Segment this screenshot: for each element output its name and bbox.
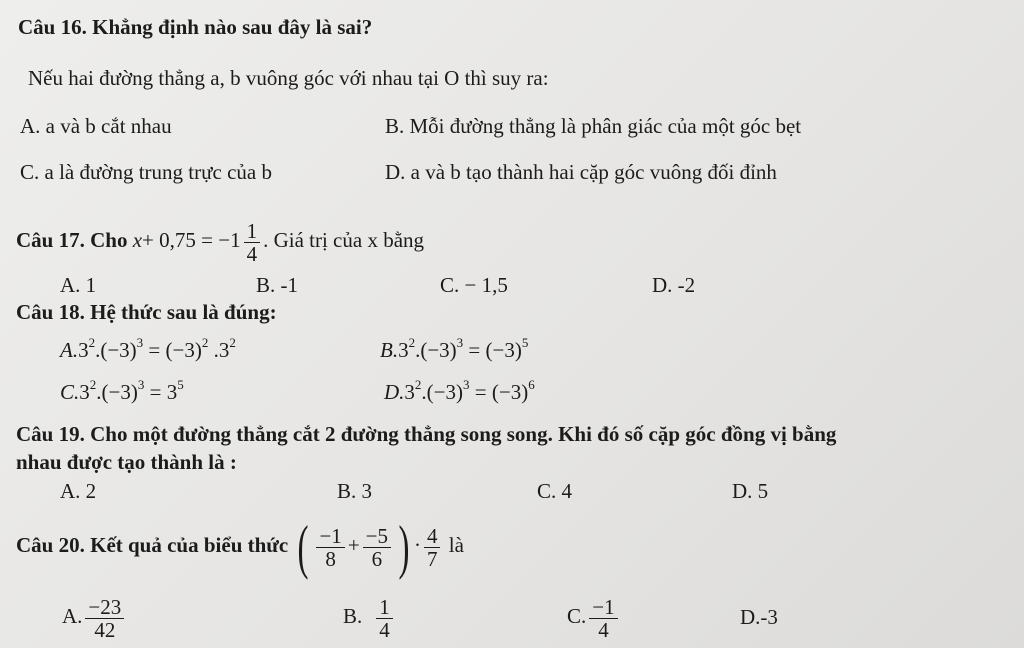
q20-option-b-num: 1: [376, 596, 393, 619]
q20-fraction-3-num: 4: [424, 525, 441, 548]
q19-question-line1: Cho một đường thẳng cắt 2 đường thẳng song song. Khi đó số cặp góc đồng vị bằng: [90, 422, 837, 446]
q19-option-b[interactable]: B. 3: [337, 479, 373, 503]
q18-option-a-eq: = (−3): [143, 338, 202, 362]
q20-option-a-letter: A.: [62, 604, 83, 628]
q16-question: Khẳng định nào sau đây là sai?: [92, 15, 373, 39]
q18-option-b-eq: = (−3): [463, 338, 522, 362]
q19-option-c[interactable]: C. 4: [537, 479, 573, 503]
q20-option-a-den: 42: [94, 617, 116, 642]
q18-option-d-eq: = (−3): [469, 380, 529, 404]
q20-close-paren: ): [398, 514, 410, 581]
q20-option-a-num: −23: [85, 596, 124, 619]
q20-question: Kết quả của biểu thức: [90, 533, 289, 557]
q20-option-a-fraction: [85, 596, 124, 641]
q20-option-c-den: 4: [598, 617, 609, 642]
q18-option-a-letter: A.: [60, 338, 79, 362]
q20-option-d[interactable]: D.-3: [740, 605, 778, 629]
q20-fraction-3: [424, 525, 441, 570]
q18-option-c-exp1: 2: [89, 377, 97, 392]
q20-option-c-fraction: [589, 596, 617, 641]
q16-heading: [18, 15, 372, 39]
q20-fraction-2: [363, 525, 391, 570]
q17-fraction: [244, 220, 261, 265]
q17-option-c[interactable]: C. − 1,5: [440, 273, 508, 297]
q20-option-b[interactable]: [343, 590, 396, 642]
q18-option-d-exp2: 3: [463, 377, 470, 392]
q17-question: . Giá trị của x bằng: [263, 228, 425, 252]
q18-label: Câu 18.: [16, 300, 85, 324]
q16-label: Câu 16.: [18, 15, 87, 39]
q16-premise: Nếu hai đường thẳng a, b vuông góc với nhau tại O thì suy ra:: [28, 66, 549, 90]
q18-option-b-letter: B.: [380, 338, 399, 362]
q20-fraction-1-num: −1: [316, 525, 344, 548]
q18-option-b-exp2: 3: [456, 335, 464, 350]
q19-heading: [16, 422, 836, 446]
q18-option-c-mid: .(−3): [96, 380, 138, 404]
q18-option-d-mid: .(−3): [421, 380, 464, 404]
q19-option-a[interactable]: A. 2: [60, 479, 97, 503]
q20-option-b-fraction: [376, 596, 393, 641]
q16-option-a[interactable]: A. a và b cắt nhau: [20, 114, 172, 138]
q17-heading: [16, 218, 424, 265]
q17-fraction-den: 4: [246, 241, 258, 266]
q18-option-a-exp4: 2: [229, 335, 236, 350]
q20-tail: là: [448, 533, 464, 557]
q18-option-c-exp3: 5: [177, 377, 184, 392]
q18-option-d-base: 3: [404, 380, 415, 404]
q18-option-c[interactable]: [60, 377, 184, 404]
q20-option-b-den: 4: [379, 617, 390, 642]
q18-option-b-mid: .(−3): [415, 338, 457, 362]
q17-variable: x: [132, 228, 143, 252]
q17-option-b[interactable]: B. -1: [256, 273, 298, 297]
q18-option-a-exp1: 2: [88, 335, 96, 350]
q20-open-paren: (: [297, 514, 309, 581]
q18-option-c-eq: = 3: [144, 380, 178, 404]
q20-dot: ·: [413, 533, 421, 557]
q20-fraction-3-den: 7: [426, 546, 438, 571]
q20-fraction-2-den: 6: [371, 546, 383, 571]
q16-option-c[interactable]: C. a là đường trung trực của b: [20, 160, 272, 184]
q17-fraction-num: 1: [244, 220, 261, 243]
q18-option-a-mid: .(−3): [95, 338, 137, 362]
q18-option-b-base: 3: [398, 338, 409, 362]
q16-option-d[interactable]: D. a và b tạo thành hai cặp góc vuông đối đỉnh: [385, 160, 777, 184]
q20-option-c-letter: C.: [567, 604, 587, 628]
q18-heading: [16, 300, 277, 324]
q18-option-b[interactable]: [380, 335, 529, 362]
q18-option-d-exp3: 6: [528, 377, 535, 392]
q18-option-a-exp3: 2: [201, 335, 209, 350]
q17-cho: Cho: [90, 228, 128, 252]
q19-option-d[interactable]: D. 5: [732, 479, 769, 503]
q17-label: Câu 17.: [16, 228, 85, 252]
q18-option-c-exp2: 3: [137, 377, 145, 392]
q18-option-a[interactable]: [60, 335, 236, 362]
q20-option-c-num: −1: [589, 596, 617, 619]
q18-option-c-base: 3: [79, 380, 90, 404]
q20-fraction-1-den: 8: [325, 546, 336, 571]
q18-option-d-letter: D.: [384, 380, 405, 404]
q18-option-a-base: 3: [78, 338, 89, 362]
q20-label: Câu 20.: [16, 533, 85, 557]
q20-heading: [16, 505, 464, 585]
q20-fraction-2-num: −5: [363, 525, 391, 548]
q19-label: Câu 19.: [16, 422, 85, 446]
q20-plus: +: [347, 533, 360, 557]
q20-option-a[interactable]: [62, 590, 127, 642]
q20-fraction-1: [316, 525, 344, 570]
q18-question: Hệ thức sau là đúng:: [90, 300, 277, 324]
q17-expression: + 0,75 = −1: [142, 228, 241, 252]
q20-option-c[interactable]: [567, 590, 621, 642]
q20-option-b-letter: B.: [343, 604, 363, 628]
q18-option-b-exp1: 2: [408, 335, 416, 350]
q16-option-b[interactable]: B. Mỗi đường thẳng là phân giác của một góc bẹt: [385, 114, 802, 138]
q18-option-a-tail: .3: [208, 338, 230, 362]
q18-option-a-exp2: 3: [136, 335, 144, 350]
q17-option-d[interactable]: D. -2: [652, 273, 696, 297]
q18-option-b-exp3: 5: [521, 335, 529, 350]
q18-option-d-exp1: 2: [414, 377, 422, 392]
q18-option-d[interactable]: [384, 377, 535, 404]
q18-option-c-letter: C.: [60, 380, 80, 404]
q19-question-line2: nhau được tạo thành là :: [16, 450, 237, 474]
q17-option-a[interactable]: A. 1: [60, 273, 97, 297]
